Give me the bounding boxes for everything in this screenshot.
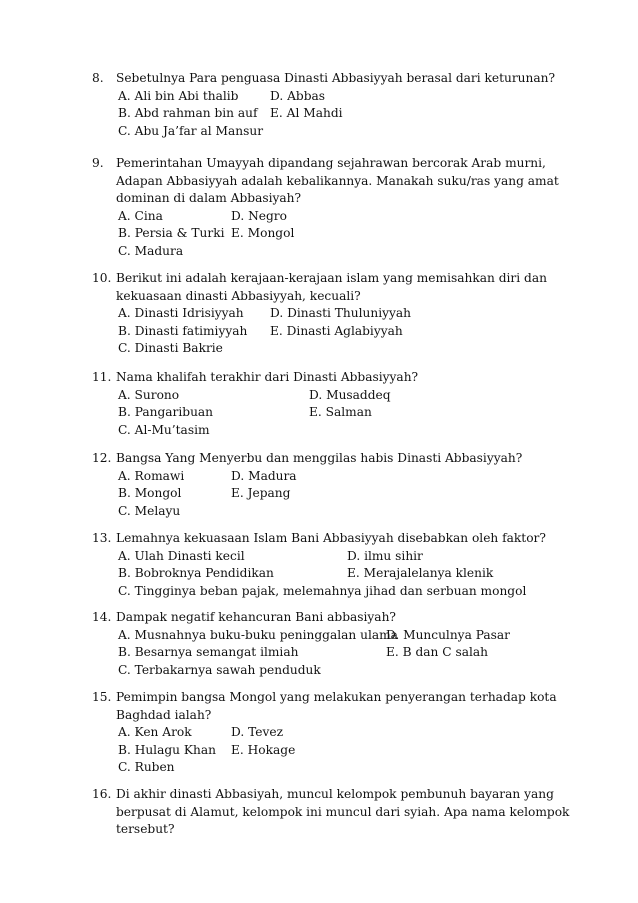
option-d: D. ilmu sihir bbox=[347, 548, 423, 563]
option-a: A. Romawi bbox=[118, 468, 185, 483]
option-list bbox=[92, 305, 572, 358]
question-16 bbox=[92, 786, 572, 839]
question-number: 12. bbox=[92, 451, 112, 465]
question-number: 16. bbox=[92, 787, 112, 801]
option-e: E. B dan C salah bbox=[386, 645, 488, 659]
question-13 bbox=[92, 530, 572, 600]
question-number: 11. bbox=[92, 370, 112, 384]
question-text: Dampak negatif kehancuran Bani abbasiyah? bbox=[116, 610, 396, 624]
option-e: E. Dinasti Aglabiyyah bbox=[270, 323, 403, 338]
question-text: Nama khalifah terakhir dari Dinasti Abbasiyyah? bbox=[116, 370, 419, 384]
option-b: B. Pangaribuan bbox=[118, 405, 214, 419]
option-b: B. Dinasti fatimiyyah bbox=[118, 323, 248, 338]
question-number: 9. bbox=[92, 156, 104, 170]
question-text: Di akhir dinasti Abbasiyah, muncul kelompok pembunuh bayaran yang berpusat di Alamut, kelompok ini muncul dari syiah. Apa nama kelompok tersebut? bbox=[116, 787, 570, 836]
question-number: 8. bbox=[92, 71, 104, 85]
question-text: Pemimpin bangsa Mongol yang melakukan penyerangan terhadap kota Baghdad ialah? bbox=[116, 690, 557, 722]
option-b: B. Persia & Turki bbox=[118, 226, 225, 240]
option-c: C. Ruben bbox=[118, 760, 175, 774]
question-12 bbox=[92, 450, 572, 520]
option-d: D. Negro bbox=[231, 208, 287, 223]
option-e: E. Al Mahdi bbox=[270, 106, 343, 120]
question-15 bbox=[92, 689, 572, 777]
option-b: B. Besarnya semangat ilmiah bbox=[118, 645, 299, 659]
option-a: A. Ali bin Abi thalib bbox=[118, 88, 239, 103]
option-e: E. Salman bbox=[309, 405, 372, 419]
option-c: C. Terbakarnya sawah penduduk bbox=[118, 662, 321, 677]
question-8 bbox=[92, 70, 572, 140]
option-list bbox=[92, 627, 572, 680]
option-list bbox=[92, 208, 572, 261]
option-d: D. Madura bbox=[231, 468, 297, 483]
option-list bbox=[92, 387, 572, 440]
option-a: A. Cina bbox=[118, 208, 163, 223]
question-number: 10. bbox=[92, 271, 112, 285]
option-a: A. Ulah Dinasti kecil bbox=[118, 548, 245, 563]
option-c: C. Melayu bbox=[118, 503, 181, 518]
question-text: Pemerintahan Umayyah dipandang sejahrawan bercorak Arab murni, Adapan Abbasiyyah adalah kebalikannya. Manakah suku/ras yang amat dominan di dalam Abbasiyah? bbox=[116, 156, 559, 205]
question-text: Sebetulnya Para penguasa Dinasti Abbasiyyah berasal dari keturunan? bbox=[116, 71, 556, 85]
option-e: E. Mongol bbox=[231, 226, 295, 240]
option-b: B. Bobroknya Pendidikan bbox=[118, 566, 274, 580]
question-text: Berikut ini adalah kerajaan-kerajaan islam yang memisahkan diri dan kekuasaan dinasti Abbasiyyah, kecuali? bbox=[116, 271, 547, 303]
question-text: Lemahnya kekuasaan Islam Bani Abbasiyyah disebabkan oleh faktor? bbox=[116, 531, 546, 545]
option-list bbox=[92, 88, 572, 141]
option-list bbox=[92, 548, 572, 601]
option-e: E. Hokage bbox=[231, 742, 296, 757]
option-d: D. Dinasti Thuluniyyah bbox=[270, 306, 412, 320]
option-c: C. Dinasti Bakrie bbox=[118, 341, 223, 355]
question-text: Bangsa Yang Menyerbu dan menggilas habis Dinasti Abbasiyyah? bbox=[116, 451, 523, 465]
option-d: D. Tevez bbox=[231, 725, 283, 739]
option-c: C. Abu Ja’far al Mansur bbox=[118, 123, 264, 138]
option-b: B. Abd rahman bin auf bbox=[118, 106, 258, 120]
question-11 bbox=[92, 369, 572, 439]
option-e: E. Merajalelanya klenik bbox=[347, 566, 494, 580]
option-b: B. Mongol bbox=[118, 486, 182, 500]
question-number: 15. bbox=[92, 690, 112, 704]
option-a: A. Musnahnya buku-buku peninggalan ulama bbox=[118, 627, 398, 642]
option-a: A. Surono bbox=[118, 387, 180, 402]
option-d: D. Munculnya Pasar bbox=[386, 627, 510, 642]
option-d: D. Abbas bbox=[270, 88, 326, 103]
option-c: C. Madura bbox=[118, 243, 184, 258]
question-number: 14. bbox=[92, 610, 112, 624]
option-e: E. Jepang bbox=[231, 486, 291, 500]
question-9 bbox=[92, 155, 572, 260]
question-number: 13. bbox=[92, 531, 112, 545]
option-d: D. Musaddeq bbox=[309, 387, 391, 402]
question-14 bbox=[92, 609, 572, 679]
option-a: A. Dinasti Idrisiyyah bbox=[118, 306, 244, 320]
question-10 bbox=[92, 270, 572, 358]
option-c: C. Tingginya beban pajak, melemahnya jihad dan serbuan mongol bbox=[118, 583, 527, 598]
option-list bbox=[92, 724, 572, 777]
option-c: C. Al-Mu’tasim bbox=[118, 422, 210, 437]
option-list bbox=[92, 468, 572, 521]
option-a: A. Ken Arok bbox=[118, 725, 192, 739]
option-b: B. Hulagu Khan bbox=[118, 742, 216, 757]
